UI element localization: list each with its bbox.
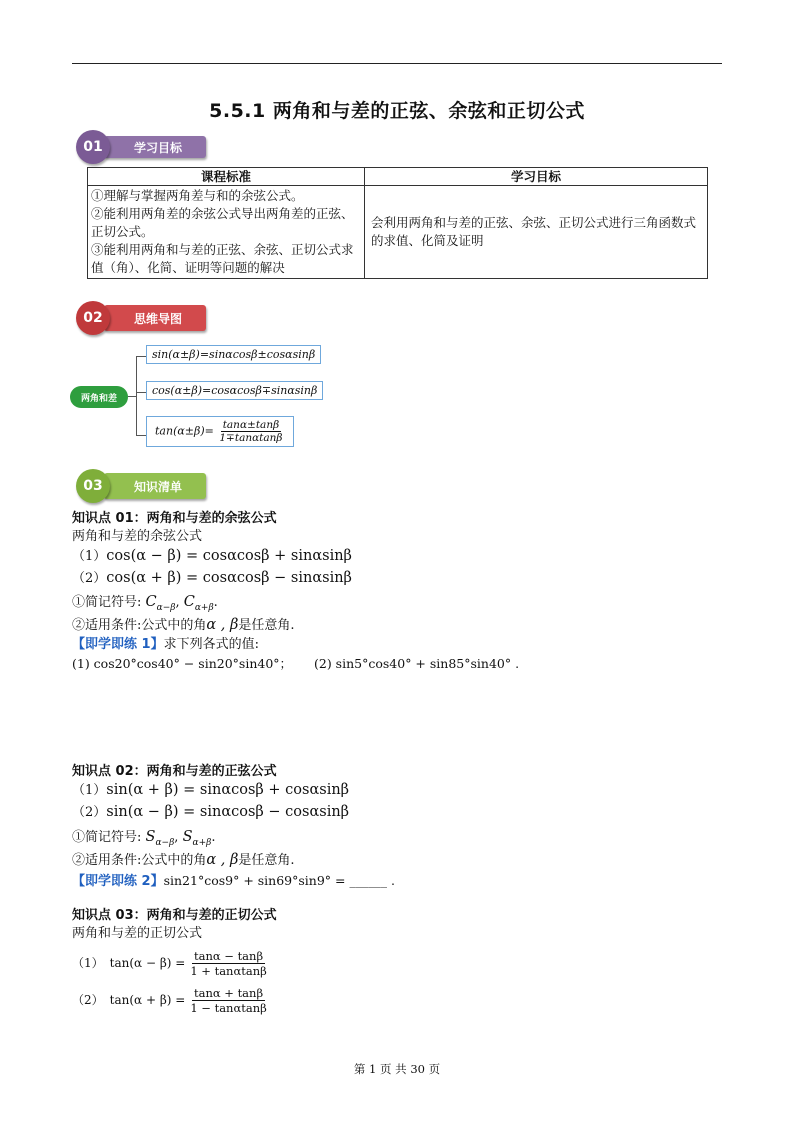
connector [128, 396, 136, 397]
k3-formula-2 [72, 983, 269, 1017]
section-number: 02 [76, 301, 110, 335]
formula: cos(α − β) = cosαcosβ + sinαsinβ [106, 548, 352, 564]
k2-note-1: ①简记符号: $S_{\alpha-\beta}$, $S_{\alpha+\beta}$. [72, 829, 216, 848]
section-02-badge [76, 301, 206, 335]
symbol-subscript: α+β [192, 837, 212, 848]
note-prefix: ②适用条件:公式中的角 [72, 853, 207, 868]
k2-note-2 [72, 851, 295, 870]
symbol-subscript: α−β [155, 837, 175, 848]
tan-fraction [217, 419, 284, 444]
goal-cell [365, 186, 708, 279]
objectives-table [87, 167, 708, 279]
practice-label: 【即学即练 1】 [72, 637, 164, 652]
fraction-numerator: tanα + tanβ [193, 985, 264, 1000]
section-label: 学习目标 [104, 136, 206, 158]
k3-subheading: 两角和与差的正切公式 [72, 926, 203, 941]
practice-text: sin21°cos9° + sin69°sin9° = ______ . [163, 873, 395, 888]
formula-tag: （1） [72, 549, 107, 564]
note-prefix: ①简记符号: [72, 830, 142, 845]
standard-line: ②能利用两角差的余弦公式导出两角差的正弦、正切公式。 [91, 206, 354, 239]
formula-tag: （2） [72, 993, 104, 1007]
connector [136, 435, 146, 436]
standard-cell [88, 186, 365, 279]
note-suffix: 是任意角. [238, 618, 295, 633]
mindmap-cos-formula: cos(α±β)=cosαcosβ∓sinαsinβ [146, 381, 323, 400]
connector [136, 392, 146, 393]
k1-problem-2: (2) sin5°cos40° + sin85°sin40° . [314, 656, 520, 671]
k1-note-1: ①简记符号: $C_{\alpha-\beta}$, $C_{\alpha+\beta}$. [72, 594, 218, 613]
page-title: 5.5.1 两角和与差的正弦、余弦和正切公式 [209, 100, 585, 122]
k1-note-2 [72, 616, 295, 635]
k1-practice [72, 636, 259, 654]
fraction-denominator: 1 − tanαtanβ [190, 1000, 267, 1015]
formula-tag: （1） [72, 783, 107, 798]
k1-heading: 知识点 01：两角和与差的余弦公式 [72, 511, 277, 526]
tan-lhs: tan(α±β)= [155, 424, 214, 438]
symbol-subscript: α+β [194, 602, 214, 613]
formula: cos(α + β) = cosαcosβ − sinαsinβ [106, 570, 352, 586]
section-03-badge [76, 469, 206, 503]
angles: α , β [206, 852, 239, 868]
k3-formula-1 [72, 946, 269, 980]
k1-subheading: 两角和与差的余弦公式 [72, 529, 203, 544]
table-header: 学习目标 [365, 168, 708, 186]
symbol [145, 594, 176, 613]
page-footer: 第 1 页 共 30 页 [353, 1062, 441, 1076]
formula: sin(α + β) = sinαcosβ + cosαsinβ [106, 782, 350, 798]
formula-tag: （2） [72, 571, 107, 586]
k2-formula-1 [72, 781, 349, 800]
symbol [145, 829, 175, 848]
symbol [183, 594, 214, 613]
k2-practice [72, 872, 395, 891]
k2-formula-2 [72, 803, 349, 822]
fraction-denominator: 1∓tanαtanβ [219, 432, 283, 444]
section-01-badge [76, 130, 206, 164]
goal-text: 会利用两角和与差的正弦、余弦、正切公式进行三角函数式的求值、化简及证明 [371, 215, 697, 248]
k2-heading: 知识点 02：两角和与差的正弦公式 [72, 764, 277, 779]
mindmap-root: 两角和差 [70, 386, 128, 408]
formula-lhs: tan(α − β) = [109, 956, 186, 970]
k1-formula-2 [72, 569, 352, 588]
standard-line: ③能利用两角和与差的正弦、余弦、正切公式求值（角）、化简、证明等问题的解决 [91, 242, 354, 275]
mindmap-tan-formula [146, 416, 294, 447]
formula-fraction [188, 986, 268, 1015]
fraction-denominator: 1 + tanαtanβ [190, 963, 267, 978]
k1-formula-1 [72, 547, 352, 566]
standard-line: ①理解与掌握两角差与和的余弦公式。 [91, 188, 304, 203]
fraction-numerator: tanα − tanβ [193, 948, 264, 963]
note-prefix: ②适用条件:公式中的角 [72, 618, 207, 633]
fraction-numerator: tanα±tanβ [222, 419, 280, 431]
k3-heading: 知识点 03：两角和与差的正切公式 [72, 908, 277, 923]
symbol-letter: S [182, 829, 193, 845]
symbol-subscript: α−β [156, 602, 176, 613]
note-prefix: ①简记符号: [72, 595, 142, 610]
formula-lhs: tan(α + β) = [109, 993, 186, 1007]
symbol-letter: C [183, 594, 195, 610]
angles: α , β [206, 617, 239, 633]
table-header: 课程标准 [88, 168, 365, 186]
formula-tag: （1） [72, 956, 104, 970]
connector [136, 356, 137, 436]
practice-text: 求下列各式的值: [163, 637, 259, 652]
symbol-letter: S [145, 829, 156, 845]
section-number: 03 [76, 469, 110, 503]
formula: sin(α − β) = sinαcosβ − cosαsinβ [106, 804, 350, 820]
formula-tag: （2） [72, 805, 107, 820]
note-suffix: 是任意角. [238, 853, 295, 868]
formula-fraction [188, 949, 268, 978]
connector [136, 356, 146, 357]
section-label: 知识清单 [104, 473, 206, 499]
mindmap-sin-formula: sin(α±β)=sinαcosβ±cosαsinβ [146, 345, 321, 364]
practice-label: 【即学即练 2】 [72, 874, 164, 889]
section-number: 01 [76, 130, 110, 164]
header-rule [72, 63, 722, 64]
section-label: 思维导图 [104, 305, 206, 331]
symbol-letter: C [145, 594, 157, 610]
k1-problem-1: (1) cos20°cos40° − sin20°sin40°； [72, 656, 293, 671]
symbol [182, 829, 212, 848]
